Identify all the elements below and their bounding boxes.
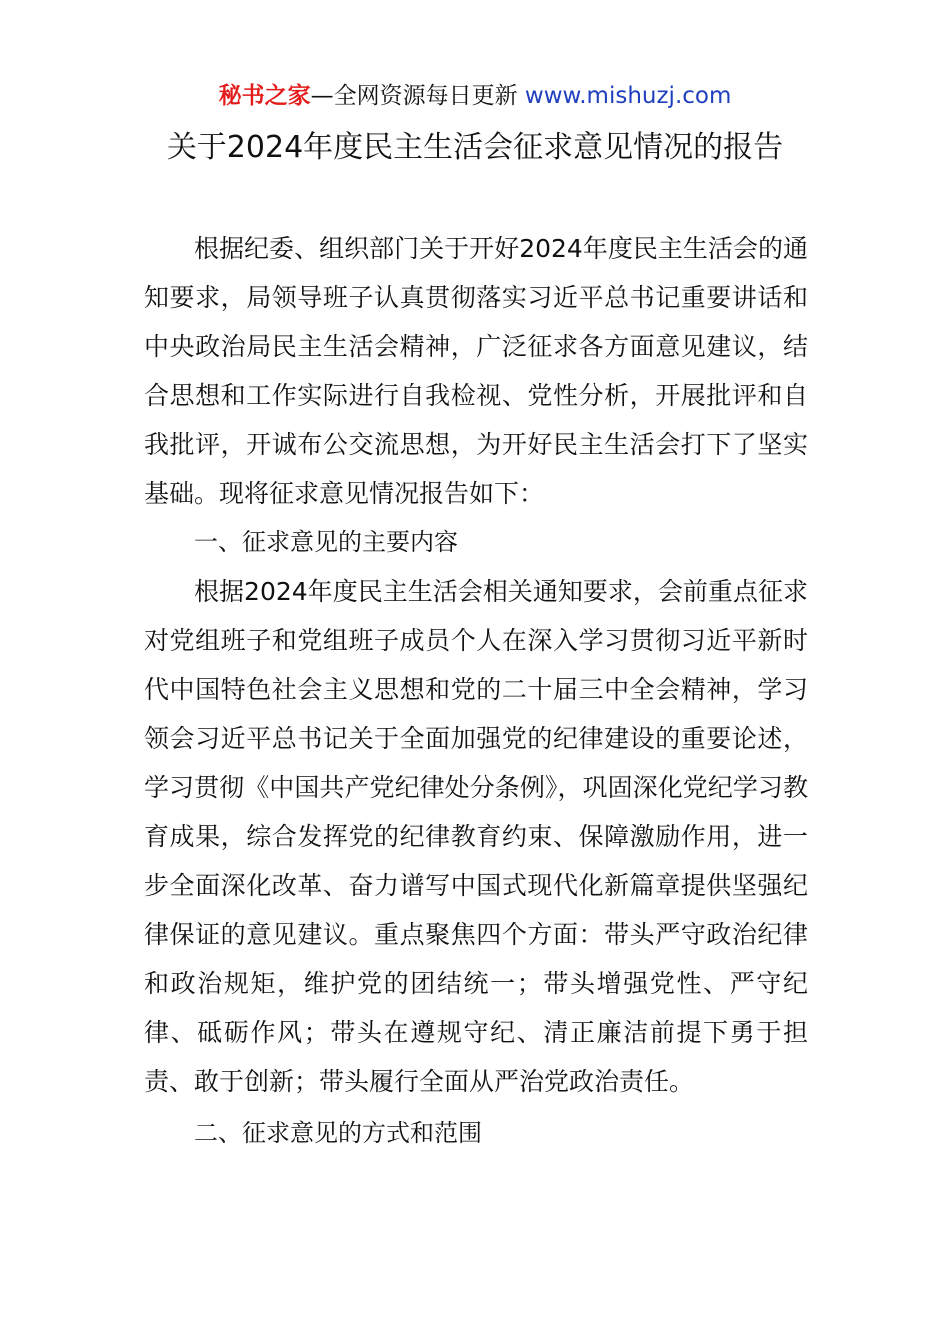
section-1-heading: 一、征求意见的主要内容 <box>194 528 458 556</box>
site-tagline: —全网资源每日更新 <box>310 83 518 109</box>
site-url-link[interactable]: www.mishuzj.com <box>524 83 732 109</box>
intro-paragraph: 根据纪委、组织部门关于开好2024年度民主生活会的通知要求，局领导班子认真贯彻落实习近平总书记重要讲话和中央政治局民主生活会精神，广泛征求各方面意见建议，结合思想和工作实际进行自我检视、党性分析，开展批评和自我批评，开诚布公交流思想，为开好民主生活会打下了坚实基础。现将征求意见情况报告如下： <box>144 234 808 508</box>
section-2-heading: 二、征求意见的方式和范围 <box>194 1119 482 1147</box>
document-title: 关于2024年度民主生活会征求意见情况的报告 <box>166 130 784 165</box>
site-brand: 秘书之家 <box>218 83 311 109</box>
section-1-paragraph: 根据2024年度民主生活会相关通知要求，会前重点征求对党组班子和党组班子成员个人在深入学习贯彻习近平新时代中国特色社会主义思想和党的二十届三中全会精神，学习领会习近平总书记关于全面加强党的纪律建设的重要论述，学习贯彻《中国共产党纪律处分条例》，巩固深化党纪学习教育成果，综合发挥党的纪律教育约束、保障激励作用，进一步全面深化改革、奋力谱写中国式现代化新篇章提供坚强纪律保证的意见建议。重点聚焦四个方面：带头严守政治纪律和政治规矩，维护党的团结统一；带头增强党性、严守纪律、砥砺作风；带头在遵规守纪、清正廉洁前提下勇于担责、敢于创新；带头履行全面从严治党政治责任。 <box>144 577 808 1096</box>
site-header <box>0 80 950 112</box>
document-body <box>144 224 808 1158</box>
